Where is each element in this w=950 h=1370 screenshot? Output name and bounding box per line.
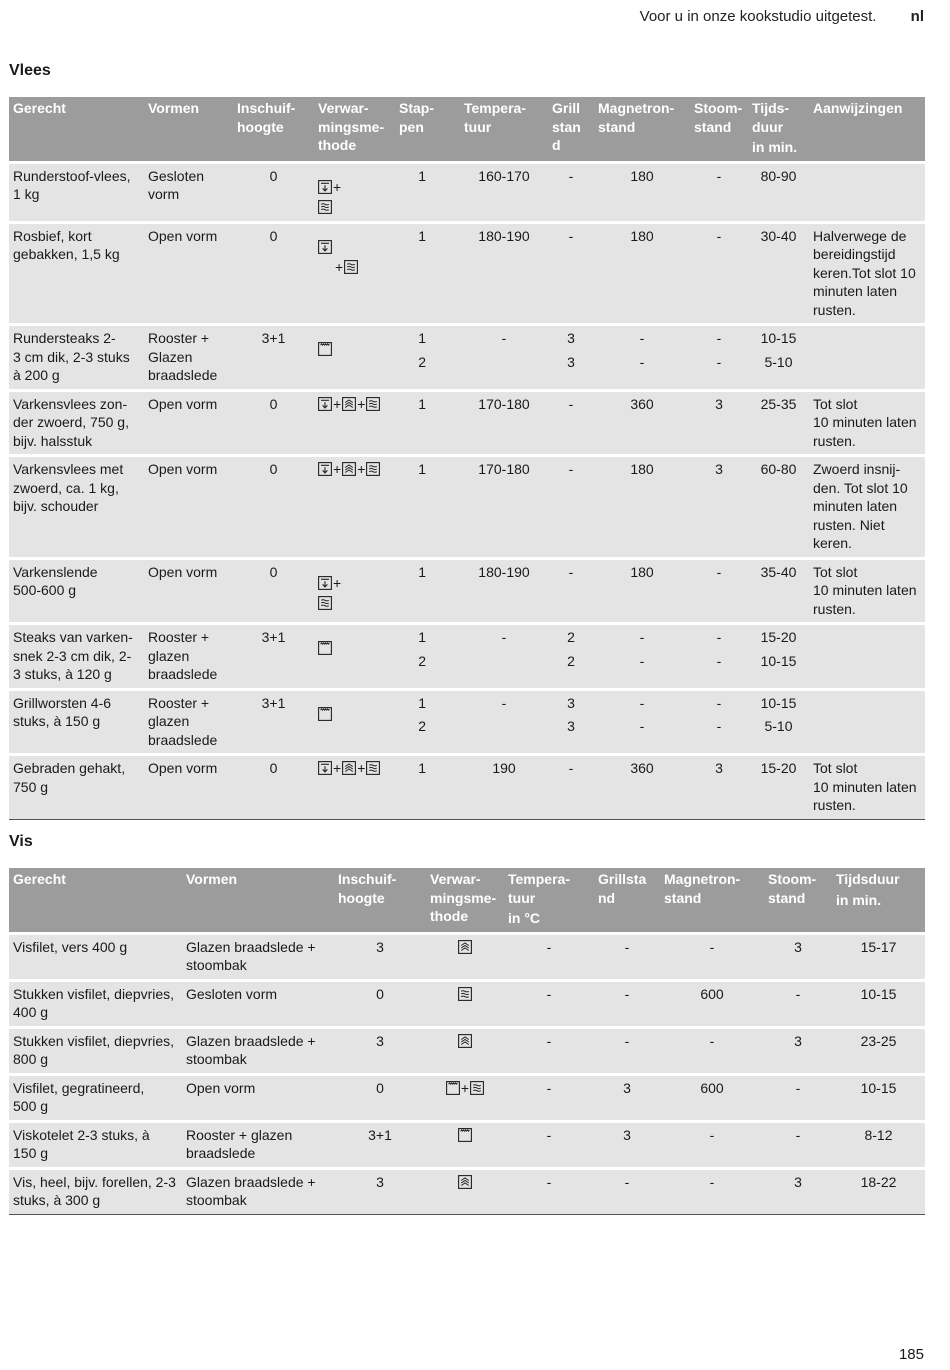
steam-icon [342, 462, 356, 476]
cell-grill: - [548, 457, 594, 557]
col-header-methode: Verwar- mingsme- thode [314, 97, 395, 161]
plus-sign: + [357, 395, 366, 412]
cell-gerecht: Varkenslende 500-600 g [9, 560, 144, 623]
col-header-vormen: Vormen [182, 868, 334, 932]
cell-tijdsduur: 25-35 [748, 392, 809, 455]
col-header-temperatuur: Tempera- tuur [460, 97, 548, 161]
cell-methode [426, 1029, 504, 1073]
cell-temperatuur: - [504, 935, 594, 979]
page-number: 185 [898, 1346, 924, 1363]
cell-methode [426, 982, 504, 1026]
plus-sign: + [357, 760, 366, 776]
cell-hoogte: 0 [233, 560, 314, 623]
cell-stoom: - [764, 982, 832, 1026]
cell-aanwijzingen [809, 326, 925, 389]
cell-hoogte: 3+1 [334, 1123, 426, 1167]
section-title-vlees: Vlees [9, 62, 51, 79]
microwave-icon [458, 987, 472, 1001]
col-header-vormen: Vormen [144, 97, 233, 161]
plus-sign: + [333, 760, 342, 776]
cell-tijdsduur: 15-20 10-15 [748, 625, 809, 688]
table-row [9, 691, 925, 754]
cell-stoom: 3 [690, 457, 748, 557]
cell-methode [314, 224, 395, 324]
cell-stoom: - [690, 560, 748, 623]
cell-tijdsduur: 15-20 [748, 756, 809, 820]
plus-sign: + [333, 178, 342, 195]
cell-vormen: Open vorm [182, 1076, 334, 1120]
cell-gerecht: Stukken visfilet, diepvries, 800 g [9, 1029, 182, 1073]
cell-hoogte: 0 [334, 1076, 426, 1120]
cell-methode [314, 756, 395, 820]
cell-tijdsduur: 60-80 [748, 457, 809, 557]
cell-temperatuur: 170-180 [460, 392, 548, 455]
cell-magnetron: - - [594, 691, 690, 754]
cell-magnetron: - - [594, 326, 690, 389]
grill-icon [458, 1128, 472, 1142]
cell-stappen: 1 [395, 224, 460, 324]
cell-temperatuur: 180-190 [460, 224, 548, 324]
microwave-icon [318, 200, 332, 214]
cell-stoom: - [764, 1076, 832, 1120]
cell-magnetron: - [660, 1029, 764, 1073]
cell-methode [314, 560, 395, 623]
cell-methode [314, 625, 395, 688]
cell-magnetron: 180 [594, 164, 690, 221]
microwave-icon [366, 761, 380, 775]
cell-gerecht: Visfilet, gegratineerd, 500 g [9, 1076, 182, 1120]
cell-aanwijzingen: Zwoerd insnij- den. Tot slot 10 minuten laten rusten. Niet keren. [809, 457, 925, 557]
cell-hoogte: 3+1 [233, 625, 314, 688]
col-header-methode: Verwar- mingsme- thode [426, 868, 504, 932]
cell-grill: - [594, 935, 660, 979]
plus-sign: + [335, 259, 344, 275]
cell-tijdsduur: 35-40 [748, 560, 809, 623]
cell-methode [314, 326, 395, 389]
table-row [9, 1029, 925, 1073]
cell-gerecht: Varkensvlees zon- der zwoerd, 750 g, bijv. halsstuk [9, 392, 144, 455]
cell-hoogte: 3+1 [233, 326, 314, 389]
cell-hoogte: 0 [233, 457, 314, 557]
grill-icon [318, 707, 332, 721]
cell-magnetron: 180 [594, 224, 690, 324]
hot-air-icon [318, 576, 332, 590]
cell-temperatuur: - [460, 625, 548, 688]
cell-gerecht: Stukken visfilet, diepvries, 400 g [9, 982, 182, 1026]
cell-stappen: 1 [395, 392, 460, 455]
table-row [9, 1170, 925, 1215]
hot-air-icon [318, 761, 332, 775]
cell-stappen: 1 2 [395, 326, 460, 389]
cell-vormen: Rooster + glazen braadslede [144, 625, 233, 688]
cell-magnetron: 600 [660, 1076, 764, 1120]
cell-vormen: Rooster + glazen braadslede [182, 1123, 334, 1167]
steam-icon [458, 1175, 472, 1189]
cell-vormen: Rooster + Glazen braadslede [144, 326, 233, 389]
grill-icon [318, 342, 332, 356]
vlees-header-row [9, 97, 925, 161]
col-header-tijdsduur: Tijds- duur in min. [748, 97, 809, 161]
cell-aanwijzingen [809, 691, 925, 754]
cell-grill: - [594, 982, 660, 1026]
cell-aanwijzingen: Halverwege de bereidingstijd keren.Tot slot 10 minuten laten rusten. [809, 224, 925, 324]
cell-magnetron: - [660, 1170, 764, 1215]
microwave-icon [470, 1081, 484, 1095]
cell-temperatuur: 160-170 [460, 164, 548, 221]
cell-magnetron: 360 [594, 756, 690, 820]
cell-grill: 3 3 [548, 691, 594, 754]
cell-vormen: Glazen braadslede + stoombak [182, 1170, 334, 1215]
cell-vormen: Rooster + glazen braadslede [144, 691, 233, 754]
table-row [9, 982, 925, 1026]
cell-tijdsduur: 10-15 [832, 1076, 925, 1120]
cell-vormen: Gesloten vorm [144, 164, 233, 221]
cell-tijdsduur: 80-90 [748, 164, 809, 221]
col-header-stoom: Stoom- stand [690, 97, 748, 161]
language-code: nl [910, 8, 924, 25]
cell-temperatuur: - [460, 326, 548, 389]
cell-aanwijzingen: Tot slot 10 minuten laten rusten. [809, 756, 925, 820]
cell-tijdsduur: 15-17 [832, 935, 925, 979]
cell-gerecht: Gebraden gehakt, 750 g [9, 756, 144, 820]
table-row [9, 935, 925, 979]
hot-air-icon [318, 462, 332, 476]
cell-magnetron: - [660, 1123, 764, 1167]
vis-table [9, 865, 925, 1218]
cell-methode [426, 1170, 504, 1215]
cell-temperatuur: 180-190 [460, 560, 548, 623]
cell-gerecht: Rundersteaks 2- 3 cm dik, 2-3 stuks à 200 g [9, 326, 144, 389]
cell-methode [426, 1076, 504, 1120]
vis-header-row [9, 868, 925, 932]
cell-magnetron: 180 [594, 560, 690, 623]
cell-gerecht: Vis, heel, bijv. forellen, 2-3 stuks, à 300 g [9, 1170, 182, 1215]
cell-gerecht: Grillworsten 4-6 stuks, à 150 g [9, 691, 144, 754]
cell-hoogte: 0 [233, 756, 314, 820]
col-header-grill: Grill stan d [548, 97, 594, 161]
col-header-stoom: Stoom- stand [764, 868, 832, 932]
table-row [9, 164, 925, 221]
plus-sign: + [333, 395, 342, 412]
plus-sign: + [460, 1079, 470, 1096]
page-header [640, 8, 924, 25]
cell-vormen: Open vorm [144, 392, 233, 455]
cell-stoom: 3 [690, 392, 748, 455]
cell-aanwijzingen [809, 625, 925, 688]
section-title-vis: Vis [9, 833, 33, 850]
cell-grill: - [548, 164, 594, 221]
cell-stoom: 3 [764, 1170, 832, 1215]
cell-temperatuur: - [460, 691, 548, 754]
cell-stoom: - - [690, 691, 748, 754]
cell-stoom: 3 [764, 935, 832, 979]
cell-vormen: Glazen braadslede + stoombak [182, 1029, 334, 1073]
col-header-grill: Grillsta nd [594, 868, 660, 932]
cell-grill: 3 [594, 1076, 660, 1120]
cell-temperatuur: - [504, 982, 594, 1026]
cell-gerecht: Runderstoof-vlees, 1 kg [9, 164, 144, 221]
grill-icon [318, 641, 332, 655]
cell-methode [426, 1123, 504, 1167]
table-row [9, 1123, 925, 1167]
cell-grill: - [548, 224, 594, 324]
cell-tijdsduur: 30-40 [748, 224, 809, 324]
plus-sign: + [333, 574, 342, 591]
cell-vormen: Gesloten vorm [182, 982, 334, 1026]
steam-icon [458, 1034, 472, 1048]
cell-stappen: 1 2 [395, 691, 460, 754]
hot-air-icon [318, 180, 332, 194]
cell-tijdsduur: 8-12 [832, 1123, 925, 1167]
cell-hoogte: 0 [233, 164, 314, 221]
cell-temperatuur: 190 [460, 756, 548, 820]
cell-aanwijzingen [809, 164, 925, 221]
cell-stoom: - - [690, 326, 748, 389]
cell-hoogte: 3 [334, 1170, 426, 1215]
plus-sign: + [333, 461, 342, 477]
microwave-icon [366, 397, 380, 411]
cell-temperatuur: - [504, 1123, 594, 1167]
cell-methode [314, 164, 395, 221]
col-header-gerecht: Gerecht [9, 868, 182, 932]
col-header-gerecht: Gerecht [9, 97, 144, 161]
vlees-table [9, 94, 925, 823]
cell-magnetron: - - [594, 625, 690, 688]
cell-tijdsduur: 10-15 5-10 [748, 326, 809, 389]
cell-stoom: - [764, 1123, 832, 1167]
cell-methode [426, 935, 504, 979]
cell-stappen: 1 [395, 164, 460, 221]
cell-hoogte: 3 [334, 935, 426, 979]
cell-tijdsduur: 10-15 [832, 982, 925, 1026]
col-header-tijdsduur: Tijdsduur in min. [832, 868, 925, 932]
header-text: Voor u in onze kookstudio uitgetest. [639, 8, 877, 25]
cell-vormen: Open vorm [144, 560, 233, 623]
microwave-icon [366, 462, 380, 476]
cell-tijdsduur: 23-25 [832, 1029, 925, 1073]
cell-hoogte: 0 [233, 224, 314, 324]
cell-tijdsduur: 10-15 5-10 [748, 691, 809, 754]
cell-grill: - [548, 756, 594, 820]
microwave-icon [344, 260, 358, 274]
cell-grill: - [594, 1029, 660, 1073]
col-header-aanwijzingen: Aanwijzingen [809, 97, 925, 161]
table-row [9, 1076, 925, 1120]
cell-methode [314, 691, 395, 754]
col-header-hoogte: Inschuif- hoogte [334, 868, 426, 932]
cell-magnetron: - [660, 935, 764, 979]
cell-methode [314, 457, 395, 557]
hot-air-icon [318, 240, 332, 254]
cell-stoom: 3 [690, 756, 748, 820]
steam-icon [342, 397, 356, 411]
col-header-hoogte: Inschuif- hoogte [233, 97, 314, 161]
table-row [9, 224, 925, 324]
table-row [9, 326, 925, 389]
cell-gerecht: Steaks van varken- snek 2-3 cm dik, 2- 3 stuks, à 120 g [9, 625, 144, 688]
cell-grill: - [548, 560, 594, 623]
col-header-stappen: Stap- pen [395, 97, 460, 161]
cell-hoogte: 3+1 [233, 691, 314, 754]
cell-temperatuur: - [504, 1029, 594, 1073]
cell-methode [314, 392, 395, 455]
cell-hoogte: 3 [334, 1029, 426, 1073]
steam-icon [458, 940, 472, 954]
cell-temperatuur: - [504, 1076, 594, 1120]
cell-magnetron: 360 [594, 392, 690, 455]
cell-stoom: 3 [764, 1029, 832, 1073]
steam-icon [342, 761, 356, 775]
cell-vormen: Open vorm [144, 224, 233, 324]
table-row [9, 756, 925, 820]
cell-vormen: Open vorm [144, 756, 233, 820]
grill-icon [446, 1081, 460, 1095]
cell-hoogte: 0 [233, 392, 314, 455]
cell-magnetron: 600 [660, 982, 764, 1026]
col-header-magnetron: Magnetron- stand [660, 868, 764, 932]
plus-sign: + [357, 461, 366, 477]
cell-temperatuur: - [504, 1170, 594, 1215]
cell-aanwijzingen: Tot slot 10 minuten laten rusten. [809, 560, 925, 623]
table-row [9, 457, 925, 557]
cell-grill: 2 2 [548, 625, 594, 688]
cell-stappen: 1 [395, 756, 460, 820]
microwave-icon [318, 596, 332, 610]
cell-aanwijzingen: Tot slot 10 minuten laten rusten. [809, 392, 925, 455]
cell-stoom: - [690, 224, 748, 324]
cell-temperatuur: 170-180 [460, 457, 548, 557]
cell-vormen: Open vorm [144, 457, 233, 557]
cell-stoom: - [690, 164, 748, 221]
table-row [9, 560, 925, 623]
cell-gerecht: Rosbief, kort gebakken, 1,5 kg [9, 224, 144, 324]
cell-grill: - [548, 392, 594, 455]
col-header-temperatuur: Tempera- tuur in °C [504, 868, 594, 932]
col-header-magnetron: Magnetron- stand [594, 97, 690, 161]
hot-air-icon [318, 397, 332, 411]
cell-grill: - [594, 1170, 660, 1215]
table-row [9, 392, 925, 455]
cell-stappen: 1 [395, 560, 460, 623]
cell-hoogte: 0 [334, 982, 426, 1026]
cell-gerecht: Varkensvlees met zwoerd, ca. 1 kg, bijv. schouder [9, 457, 144, 557]
table-row [9, 625, 925, 688]
cell-tijdsduur: 18-22 [832, 1170, 925, 1215]
cell-gerecht: Viskotelet 2-3 stuks, à 150 g [9, 1123, 182, 1167]
cell-stappen: 1 [395, 457, 460, 557]
cell-gerecht: Visfilet, vers 400 g [9, 935, 182, 979]
cell-vormen: Glazen braadslede + stoombak [182, 935, 334, 979]
cell-grill: 3 [594, 1123, 660, 1167]
cell-magnetron: 180 [594, 457, 690, 557]
cell-stoom: - - [690, 625, 748, 688]
cell-grill: 3 3 [548, 326, 594, 389]
cell-stappen: 1 2 [395, 625, 460, 688]
